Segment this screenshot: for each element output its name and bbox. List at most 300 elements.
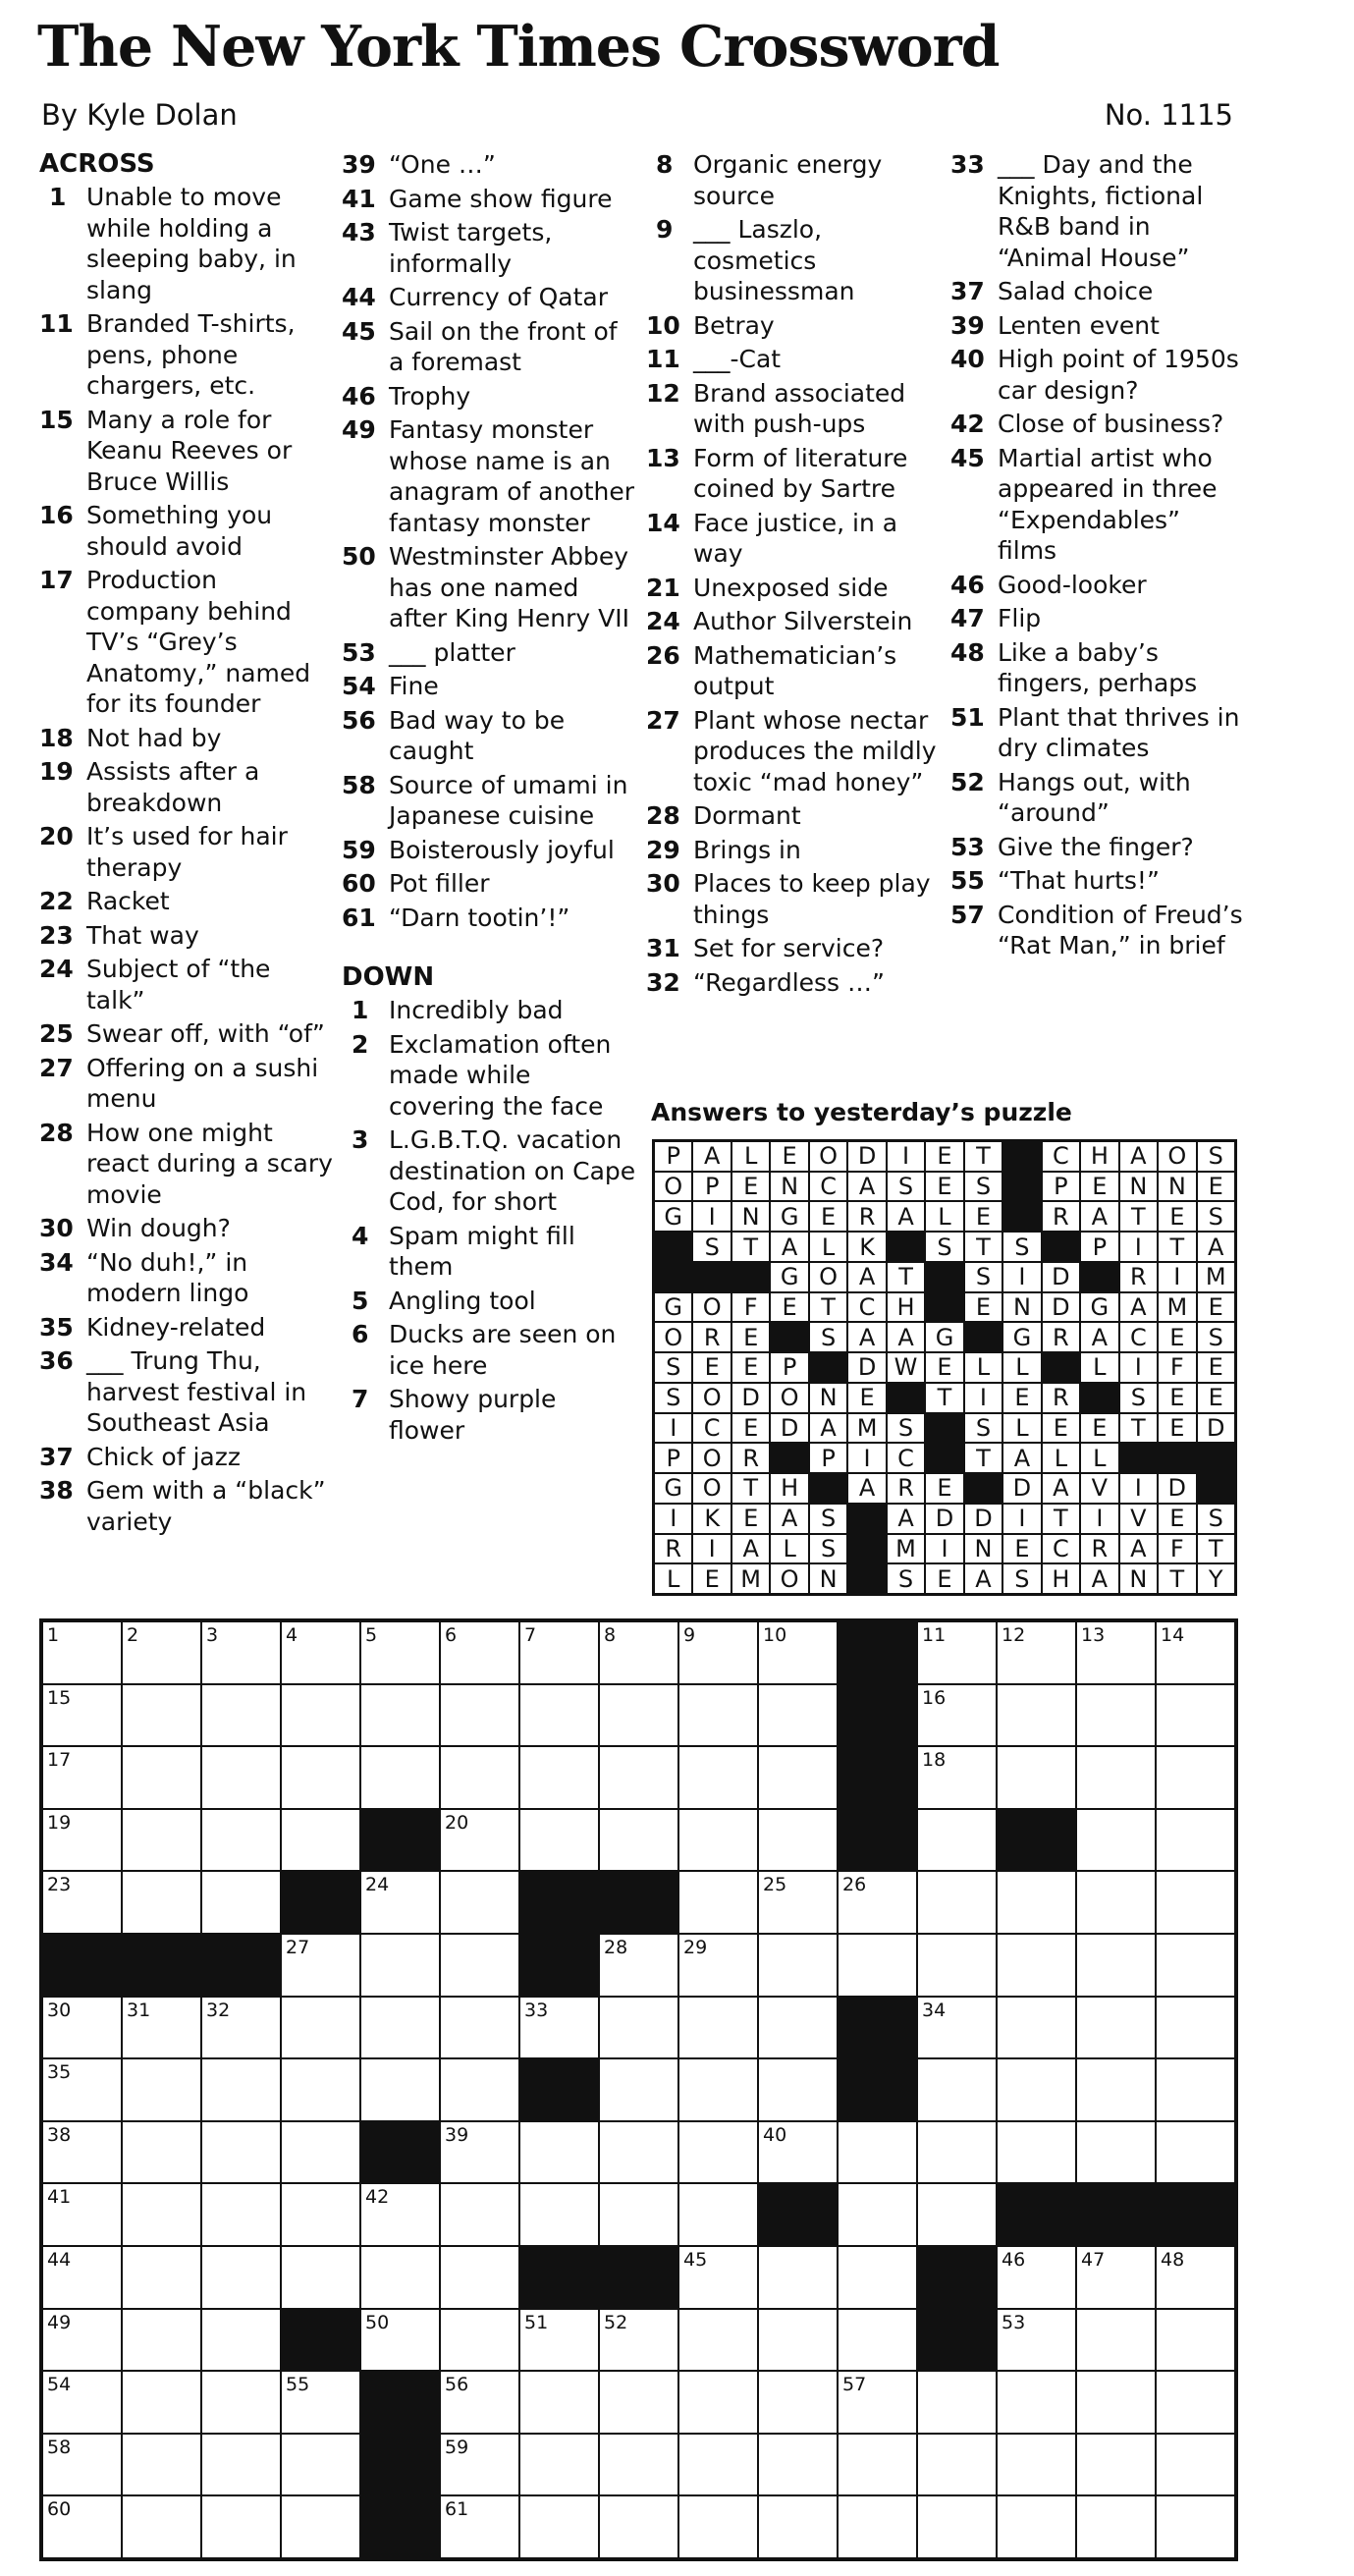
grid-cell[interactable] [281, 1809, 360, 1872]
grid-cell[interactable] [599, 1746, 678, 1809]
answer-cell: O [692, 1443, 731, 1473]
grid-cell[interactable] [519, 2309, 599, 2372]
down-clue-52 [950, 767, 1245, 829]
grid-cell[interactable] [519, 1746, 599, 1809]
grid-cell[interactable] [360, 1934, 440, 1997]
answer-block [925, 1262, 963, 1292]
grid-cell[interactable] [360, 2058, 440, 2121]
cell-number: 8 [604, 1624, 617, 1646]
grid-cell[interactable] [997, 2495, 1076, 2558]
grid-cell[interactable] [917, 2058, 997, 2121]
grid-cell[interactable] [201, 1746, 281, 1809]
grid-cell[interactable] [1156, 1809, 1235, 1872]
grid-cell[interactable] [678, 1934, 758, 1997]
answer-cell: S [1002, 1563, 1041, 1594]
grid-cell[interactable] [281, 2246, 360, 2309]
answer-cell: C [1042, 1534, 1080, 1564]
answer-cell: M [1197, 1262, 1235, 1292]
grid-cell[interactable] [440, 2309, 519, 2372]
grid-cell[interactable] [997, 1746, 1076, 1809]
grid-cell[interactable] [519, 2371, 599, 2434]
clue-text: Westminster Abbey has one named after King Henry VII [389, 542, 629, 632]
answer-cell: S [964, 1262, 1002, 1292]
grid-cell[interactable] [997, 1934, 1076, 1997]
clue-number: 24 [646, 607, 680, 635]
grid-cell[interactable] [1076, 1621, 1156, 1684]
grid-cell[interactable] [758, 1871, 838, 1934]
answer-block [654, 1262, 692, 1292]
grid-cell[interactable] [1076, 1934, 1156, 1997]
grid-cell[interactable] [599, 1997, 678, 2059]
grid-cell[interactable] [1076, 1746, 1156, 1809]
grid-cell[interactable] [281, 1746, 360, 1809]
grid-cell[interactable] [678, 1746, 758, 1809]
clue-text: Brand associated with push-ups [693, 378, 906, 438]
grid-cell[interactable] [1156, 1684, 1235, 1747]
grid-cell[interactable] [42, 1621, 122, 1684]
grid-cell[interactable] [1156, 2309, 1235, 2372]
grid-cell[interactable] [997, 2309, 1076, 2372]
across-clue-46 [342, 381, 636, 412]
grid-cell[interactable] [360, 1871, 440, 1934]
grid-cell[interactable] [201, 1809, 281, 1872]
grid-cell[interactable] [360, 1684, 440, 1747]
grid-cell[interactable] [42, 2495, 122, 2558]
grid-cell[interactable] [917, 2495, 997, 2558]
grid-cell[interactable] [360, 2309, 440, 2372]
grid-cell[interactable] [917, 2434, 997, 2496]
grid-cell[interactable] [678, 1621, 758, 1684]
grid-cell[interactable] [917, 1809, 997, 1872]
grid-cell[interactable] [122, 1809, 201, 1872]
clue-number: 41 [342, 184, 376, 213]
grid-cell[interactable] [1076, 1871, 1156, 1934]
grid-cell[interactable] [678, 1684, 758, 1747]
grid-cell[interactable] [838, 2371, 917, 2434]
grid-cell[interactable] [201, 1621, 281, 1684]
clue-text: Chick of jazz [86, 1442, 241, 1471]
grid-cell[interactable] [42, 1997, 122, 2059]
grid-cell[interactable] [281, 1997, 360, 2059]
clue-text: Branded T-shirts, pens, phone chargers, etc. [86, 309, 296, 400]
grid-cell[interactable] [1076, 2371, 1156, 2434]
grid-cell[interactable] [678, 2495, 758, 2558]
grid-cell[interactable] [599, 2121, 678, 2184]
answer-cell: A [1042, 1473, 1080, 1504]
grid-cell[interactable] [599, 2058, 678, 2121]
grid-cell[interactable] [281, 2495, 360, 2558]
grid-cell[interactable] [519, 1997, 599, 2059]
answer-cell: E [1080, 1172, 1118, 1202]
answer-cell: H [1080, 1141, 1118, 1172]
grid-cell[interactable] [1076, 1809, 1156, 1872]
grid-cell[interactable] [1076, 2495, 1156, 2558]
answer-cell: R [1080, 1534, 1118, 1564]
grid-cell[interactable] [758, 1934, 838, 1997]
grid-cell[interactable] [122, 1997, 201, 2059]
grid-cell[interactable] [201, 2121, 281, 2184]
answer-cell: I [847, 1443, 886, 1473]
grid-cell[interactable] [917, 1871, 997, 1934]
grid-cell[interactable] [678, 1997, 758, 2059]
clue-number: 1 [49, 183, 67, 211]
answer-cell: T [1197, 1534, 1235, 1564]
grid-block [519, 2058, 599, 2121]
grid-cell[interactable] [1156, 1934, 1235, 1997]
clue-number: 2 [352, 1029, 369, 1059]
clue-text: Form of literature coined by Sartre [693, 443, 908, 503]
grid-cell[interactable] [440, 2121, 519, 2184]
grid-cell[interactable] [201, 2058, 281, 2121]
grid-cell[interactable] [838, 2434, 917, 2496]
grid-cell[interactable] [678, 2183, 758, 2246]
answer-cell: N [1119, 1172, 1158, 1202]
grid-cell[interactable] [201, 2309, 281, 2372]
grid-cell[interactable] [440, 1934, 519, 1997]
grid-cell[interactable] [838, 2495, 917, 2558]
grid-cell[interactable] [201, 2371, 281, 2434]
across-clue-1 [39, 182, 334, 305]
answer-cell: P [1080, 1232, 1118, 1262]
grid-cell[interactable] [1156, 2058, 1235, 2121]
grid-cell[interactable] [42, 1871, 122, 1934]
answer-block [1158, 1443, 1196, 1473]
answer-block [1002, 1141, 1041, 1172]
grid-cell[interactable] [122, 1621, 201, 1684]
grid-cell[interactable] [42, 1809, 122, 1872]
grid-cell[interactable] [917, 1934, 997, 1997]
grid-cell[interactable] [42, 2183, 122, 2246]
grid-cell[interactable] [838, 2246, 917, 2309]
answer-cell: I [654, 1504, 692, 1534]
grid-block [917, 2246, 997, 2309]
grid-cell[interactable] [758, 1809, 838, 1872]
answer-cell: I [1158, 1262, 1196, 1292]
across-clue-28 [39, 1118, 334, 1211]
grid-cell[interactable] [1156, 1621, 1235, 1684]
grid-cell[interactable] [519, 2121, 599, 2184]
grid-cell[interactable] [917, 2183, 997, 2246]
grid-cell[interactable] [758, 1621, 838, 1684]
grid-cell[interactable] [997, 2371, 1076, 2434]
grid-cell[interactable] [519, 2434, 599, 2496]
grid-cell[interactable] [201, 2434, 281, 2496]
clue-text: Spam might fill them [389, 1221, 575, 1281]
grid-cell[interactable] [758, 2121, 838, 2184]
grid-cell[interactable] [440, 1621, 519, 1684]
grid-cell[interactable] [917, 2371, 997, 2434]
grid-cell[interactable] [997, 2246, 1076, 2309]
grid-cell[interactable] [281, 2121, 360, 2184]
answer-cell: I [692, 1534, 731, 1564]
grid-cell[interactable] [360, 1997, 440, 2059]
answer-cell: T [887, 1262, 925, 1292]
grid-cell[interactable] [201, 2246, 281, 2309]
grid-cell[interactable] [838, 2121, 917, 2184]
grid-cell[interactable] [678, 2246, 758, 2309]
grid-cell[interactable] [1156, 2246, 1235, 2309]
clue-text: Assists after a breakdown [86, 757, 260, 817]
answer-cell: S [1197, 1322, 1235, 1352]
down-clue-48 [950, 637, 1245, 699]
clue-number: 12 [646, 378, 680, 408]
grid-cell[interactable] [281, 2058, 360, 2121]
grid-cell[interactable] [599, 2183, 678, 2246]
grid-cell[interactable] [838, 1871, 917, 1934]
grid-cell[interactable] [678, 2309, 758, 2372]
grid-cell[interactable] [997, 2058, 1076, 2121]
clue-number: 28 [39, 1118, 74, 1147]
answer-cell: A [1119, 1141, 1158, 1172]
grid-cell[interactable] [997, 1997, 1076, 2059]
clue-number: 54 [342, 672, 376, 700]
grid-cell[interactable] [1156, 1871, 1235, 1934]
grid-cell[interactable] [678, 2121, 758, 2184]
grid-cell[interactable] [440, 2434, 519, 2496]
grid-cell[interactable] [122, 2183, 201, 2246]
grid-cell[interactable] [599, 2309, 678, 2372]
clue-text: Fine [389, 672, 439, 700]
grid-cell[interactable] [758, 1997, 838, 2059]
answer-cell: L [1080, 1352, 1118, 1383]
grid-cell[interactable] [519, 2495, 599, 2558]
grid-cell[interactable] [440, 1684, 519, 1747]
grid-cell[interactable] [201, 2495, 281, 2558]
grid-cell[interactable] [1076, 2121, 1156, 2184]
answer-cell: A [964, 1563, 1002, 1594]
grid-cell[interactable] [678, 2058, 758, 2121]
grid-cell[interactable] [917, 1997, 997, 2059]
grid-cell[interactable] [758, 1746, 838, 1809]
grid-cell[interactable] [122, 1684, 201, 1747]
grid-cell[interactable] [360, 2246, 440, 2309]
grid-cell[interactable] [599, 2495, 678, 2558]
grid-cell[interactable] [122, 2434, 201, 2496]
grid-cell[interactable] [440, 1746, 519, 1809]
answer-cell: D [1158, 1473, 1196, 1504]
answer-cell: E [925, 1473, 963, 1504]
answer-block [809, 1473, 847, 1504]
answer-cell: P [654, 1443, 692, 1473]
down-clue-30 [646, 868, 941, 930]
grid-cell[interactable] [122, 1746, 201, 1809]
clue-number: 32 [646, 967, 680, 997]
grid-cell[interactable] [1156, 2371, 1235, 2434]
grid-cell[interactable] [122, 2121, 201, 2184]
down-clue-40 [950, 344, 1245, 406]
clue-number: 56 [342, 705, 376, 735]
grid-cell[interactable] [281, 2434, 360, 2496]
grid-cell[interactable] [440, 2058, 519, 2121]
grid-cell[interactable] [201, 1871, 281, 1934]
grid-cell[interactable] [997, 2121, 1076, 2184]
grid-cell[interactable] [281, 1621, 360, 1684]
across-clue-15 [39, 405, 334, 498]
answer-cell: D [1042, 1292, 1080, 1323]
grid-cell[interactable] [42, 1684, 122, 1747]
grid-cell[interactable] [440, 2495, 519, 2558]
grid-block [838, 1684, 917, 1747]
answer-cell: T [925, 1383, 963, 1413]
grid-cell[interactable] [519, 1621, 599, 1684]
grid-cell[interactable] [360, 1621, 440, 1684]
grid-cell[interactable] [1076, 2434, 1156, 2496]
grid-cell[interactable] [997, 1684, 1076, 1747]
grid-cell[interactable] [360, 2183, 440, 2246]
clue-number: 53 [950, 832, 985, 861]
grid-cell[interactable] [1076, 1997, 1156, 2059]
grid-block [1156, 2183, 1235, 2246]
answer-cell: I [654, 1413, 692, 1444]
grid-cell[interactable] [838, 1934, 917, 1997]
answer-cell: C [1042, 1141, 1080, 1172]
grid-cell[interactable] [360, 1746, 440, 1809]
grid-cell[interactable] [1076, 2058, 1156, 2121]
grid-cell[interactable] [678, 2371, 758, 2434]
grid-cell[interactable] [599, 1684, 678, 1747]
grid-cell[interactable] [42, 1746, 122, 1809]
clue-text: Trophy [389, 381, 471, 411]
cell-number: 24 [365, 1874, 390, 1896]
grid-cell[interactable] [1156, 2121, 1235, 2184]
grid-cell[interactable] [1076, 1684, 1156, 1747]
clue-column-3 [646, 149, 941, 1001]
grid-cell[interactable] [599, 1621, 678, 1684]
grid-cell[interactable] [599, 1809, 678, 1872]
grid-block [838, 1809, 917, 1872]
grid-cell[interactable] [1156, 1746, 1235, 1809]
grid-cell[interactable] [201, 2183, 281, 2246]
clue-text: Bad way to be caught [389, 705, 566, 765]
grid-cell[interactable] [599, 2434, 678, 2496]
grid-cell[interactable] [758, 2309, 838, 2372]
grid-cell[interactable] [122, 2495, 201, 2558]
cell-number: 23 [47, 1874, 72, 1896]
grid-cell[interactable] [440, 2371, 519, 2434]
grid-cell[interactable] [440, 1871, 519, 1934]
grid-cell[interactable] [1156, 2434, 1235, 2496]
grid-cell[interactable] [122, 2371, 201, 2434]
grid-cell[interactable] [201, 1997, 281, 2059]
grid-cell[interactable] [1156, 2495, 1235, 2558]
answer-cell: E [1197, 1383, 1235, 1413]
grid-cell[interactable] [42, 2246, 122, 2309]
answer-cell: A [887, 1322, 925, 1352]
grid-cell[interactable] [917, 1684, 997, 1747]
answer-cell: G [1080, 1292, 1118, 1323]
clue-number: 11 [646, 345, 680, 373]
clue-text: ___ Laszlo, cosmetics businessman [693, 215, 855, 305]
grid-cell[interactable] [1076, 2309, 1156, 2372]
grid-cell[interactable] [917, 2121, 997, 2184]
cell-number: 61 [445, 2498, 469, 2521]
grid-cell[interactable] [838, 2309, 917, 2372]
down-clue-1 [342, 995, 636, 1026]
across-clue-18 [39, 723, 334, 754]
answer-cell: A [887, 1201, 925, 1232]
page-title: The New York Times Crossword [37, 14, 1000, 80]
grid-cell[interactable] [281, 2371, 360, 2434]
down-clue-29 [646, 835, 941, 866]
grid-cell[interactable] [42, 2434, 122, 2496]
clue-text: Not had by [86, 723, 222, 752]
clue-text: ___-Cat [693, 345, 782, 373]
grid-cell[interactable] [758, 2495, 838, 2558]
grid-cell[interactable] [758, 2371, 838, 2434]
grid-cell[interactable] [917, 1621, 997, 1684]
grid-cell[interactable] [917, 1746, 997, 1809]
grid-cell[interactable] [1156, 1997, 1235, 2059]
down-clue-10 [646, 310, 941, 342]
grid-cell[interactable] [281, 2183, 360, 2246]
grid-cell[interactable] [997, 1621, 1076, 1684]
grid-cell[interactable] [440, 1997, 519, 2059]
grid-cell[interactable] [440, 1809, 519, 1872]
grid-cell[interactable] [122, 1871, 201, 1934]
grid-cell[interactable] [42, 2309, 122, 2372]
clue-number: 51 [950, 702, 985, 732]
crossword-grid[interactable] [39, 1618, 1238, 2561]
grid-cell[interactable] [997, 2434, 1076, 2496]
clue-number: 17 [39, 566, 74, 594]
answer-cell: O [770, 1383, 808, 1413]
grid-cell[interactable] [678, 2434, 758, 2496]
grid-cell[interactable] [758, 1684, 838, 1747]
grid-cell[interactable] [1076, 2246, 1156, 2309]
grid-cell[interactable] [201, 1684, 281, 1747]
answer-cell: T [1119, 1201, 1158, 1232]
grid-cell[interactable] [678, 1871, 758, 1934]
answer-cell: M [731, 1563, 770, 1594]
answer-block [847, 1504, 886, 1534]
answer-cell: O [809, 1262, 847, 1292]
grid-cell[interactable] [519, 1684, 599, 1747]
grid-cell[interactable] [440, 2246, 519, 2309]
grid-cell[interactable] [122, 2309, 201, 2372]
grid-cell[interactable] [42, 2058, 122, 2121]
answer-cell: A [847, 1172, 886, 1202]
grid-cell[interactable] [758, 2434, 838, 2496]
answer-cell: E [1158, 1322, 1196, 1352]
answer-block [964, 1473, 1002, 1504]
grid-cell[interactable] [122, 2246, 201, 2309]
grid-cell[interactable] [599, 2371, 678, 2434]
grid-cell[interactable] [281, 1934, 360, 1997]
grid-cell[interactable] [838, 2183, 917, 2246]
byline: By Kyle Dolan [41, 98, 238, 132]
cell-number: 35 [47, 2061, 72, 2084]
grid-cell[interactable] [42, 2371, 122, 2434]
grid-cell[interactable] [758, 2058, 838, 2121]
grid-cell[interactable] [599, 1934, 678, 1997]
cell-number: 57 [842, 2374, 867, 2396]
grid-cell[interactable] [678, 1809, 758, 1872]
clue-number: 40 [950, 345, 985, 373]
grid-cell[interactable] [997, 1871, 1076, 1934]
grid-cell[interactable] [42, 2121, 122, 2184]
clue-number: 45 [950, 443, 985, 472]
grid-cell[interactable] [122, 2058, 201, 2121]
grid-cell[interactable] [281, 1684, 360, 1747]
grid-cell[interactable] [519, 1809, 599, 1872]
answer-cell: M [887, 1534, 925, 1564]
down-clue-7 [342, 1384, 636, 1446]
grid-cell[interactable] [440, 2183, 519, 2246]
answer-cell: E [925, 1141, 963, 1172]
across-clue-59 [342, 835, 636, 866]
grid-cell[interactable] [758, 2246, 838, 2309]
grid-cell[interactable] [519, 2183, 599, 2246]
